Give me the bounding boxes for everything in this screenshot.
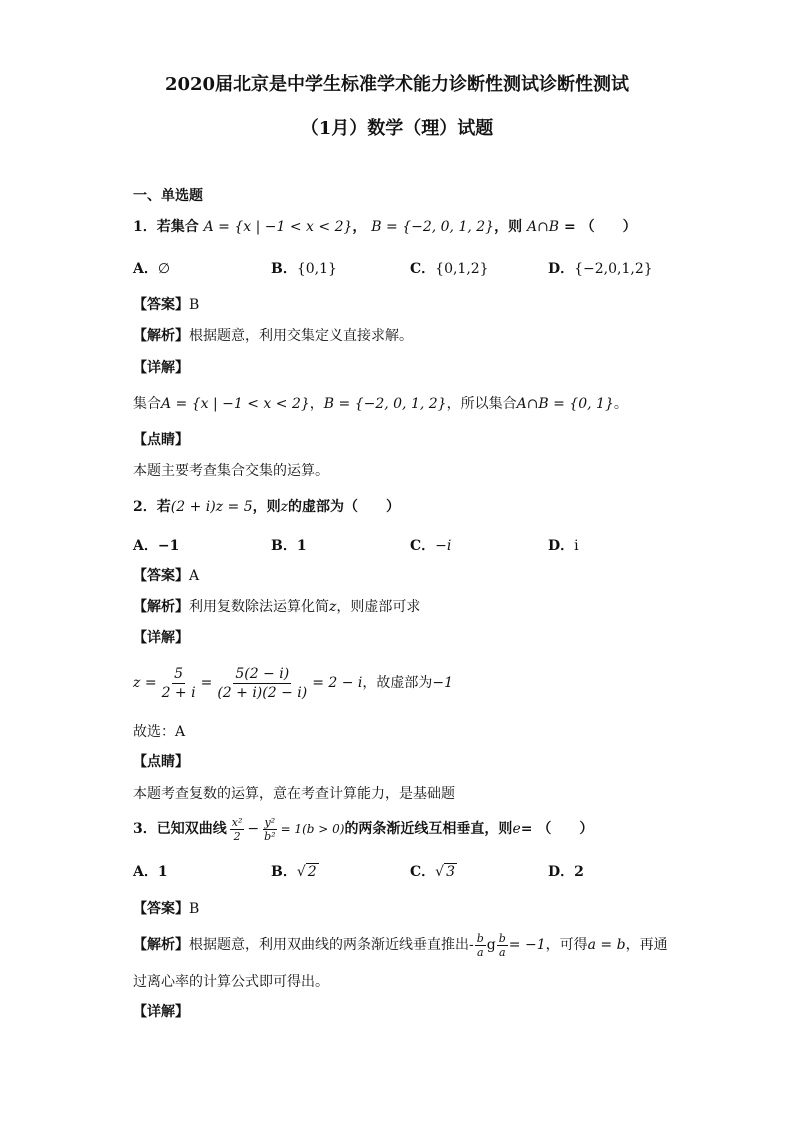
q3-option-a xyxy=(133,861,168,881)
q3-analysis-frac1-den: a xyxy=(476,945,484,959)
q3-option-d-value: 2 xyxy=(574,864,584,880)
q3-tail: = （ ） xyxy=(520,821,594,837)
q2-mid: ，则 xyxy=(252,499,281,515)
q1-option-c xyxy=(410,258,489,278)
q3-analysis-frac2-den: a xyxy=(498,945,506,959)
q2-analysis-pre: 利用复数除法运算化简 xyxy=(189,599,329,615)
q1-option-b xyxy=(271,258,337,278)
q1-analysis-text: 根据题意，利用交集定义直接求解。 xyxy=(189,328,413,344)
q1-option-c-value: {0,1,2} xyxy=(435,261,489,277)
q3-option-c-value: 3 xyxy=(446,864,455,880)
q3-answer-value: B xyxy=(189,901,200,917)
q3-var: e xyxy=(512,821,521,837)
q1-option-a-value: ∅ xyxy=(157,261,171,277)
q3-number: 3． xyxy=(133,821,157,837)
q2-option-d xyxy=(548,535,579,555)
q2-answer-value: A xyxy=(189,568,200,584)
q2-detail-val: −1 xyxy=(432,675,454,691)
q2-analysis xyxy=(133,597,420,617)
q1-option-b-label: B． xyxy=(271,261,297,277)
q1-answer-value: B xyxy=(189,297,200,313)
q1-detail-pre: 集合 xyxy=(133,396,161,412)
q3-option-b-value: 2 xyxy=(307,864,317,880)
page-subtitle: （1月）数学（理）试题 xyxy=(300,118,494,139)
q3-analysis-frac2 xyxy=(497,932,508,959)
q2-pre: 若 xyxy=(156,499,171,515)
q2-detail-frac1-den: 2 + i xyxy=(161,684,196,701)
page-title: 2020届北京是中学生标准学术能力诊断性测试诊断性测试 xyxy=(164,74,630,95)
q2-comment-label: 【点睛】 xyxy=(133,754,189,770)
q1-detail-comma: ， xyxy=(309,396,324,412)
q3-frac-x-num: x² xyxy=(231,815,243,829)
q1-detail-set-a: A = {x | −1 < x < 2} xyxy=(161,396,310,412)
q2-detail-frac2 xyxy=(215,665,309,702)
q2-detail-frac2-num: 5(2 − i) xyxy=(235,665,290,682)
q1-pre: 若集合 xyxy=(156,219,199,235)
q2-option-d-label: D． xyxy=(548,538,575,554)
q1-comment: 本题主要考查集合交集的运算。 xyxy=(133,463,329,479)
q1-post: ，则 xyxy=(494,219,523,235)
section-heading: 一、单选题 xyxy=(133,188,203,204)
q3-answer-label: 【答案】 xyxy=(133,901,189,917)
q3-pre: 已知双曲线 xyxy=(156,821,227,837)
q3-option-b-sqrt: √ 2 xyxy=(296,864,317,880)
q3-analysis-dot: g xyxy=(486,937,496,953)
q1-detail-end: 。 xyxy=(613,396,628,412)
q3-detail-label: 【详解】 xyxy=(133,1004,189,1020)
q2-stem xyxy=(133,497,400,517)
q2-detail-lhs: z = xyxy=(133,675,157,691)
q3-analysis-neg: - xyxy=(469,937,474,953)
q1-answer xyxy=(133,295,199,315)
q2-option-c-value: −i xyxy=(435,538,452,554)
q1-option-d-value: {−2,0,1,2} xyxy=(574,261,653,277)
q2-analysis-var: z xyxy=(329,599,337,615)
q3-analysis-frac1 xyxy=(475,932,486,959)
q1-detail-set-b: B = {−2, 0, 1, 2} xyxy=(323,396,447,412)
q3-analysis-eq: = −1 xyxy=(508,937,546,953)
q2-detail-post: ，故虚部为 xyxy=(362,675,433,691)
q2-number: 2． xyxy=(133,499,157,515)
q3-option-a-label: A． xyxy=(133,864,158,880)
q3-stem xyxy=(133,814,593,844)
q3-option-b xyxy=(271,861,319,881)
q3-post: 的两条渐近线互相垂直，则 xyxy=(344,821,513,837)
q1-option-b-value: {0,1} xyxy=(296,261,337,277)
q2-detail xyxy=(133,661,453,705)
q2-analysis-post: ，则虚部可求 xyxy=(336,599,421,615)
q3-analysis-frac2-num: b xyxy=(498,931,506,945)
q3-analysis-end: ，再通 xyxy=(625,937,668,953)
q2-post: 的虚部为（ ） xyxy=(288,499,400,515)
q1-detail-label: 【详解】 xyxy=(133,360,189,376)
q3-option-c xyxy=(410,861,457,881)
q2-choice-label: 故选： xyxy=(133,724,175,740)
q1-answer-label: 【答案】 xyxy=(133,297,189,313)
q2-answer-label: 【答案】 xyxy=(133,568,189,584)
q3-option-a-value: 1 xyxy=(157,864,168,880)
q2-detail-frac1 xyxy=(160,665,198,702)
q1-option-a xyxy=(133,258,170,278)
q3-option-d xyxy=(548,861,584,881)
q1-option-d xyxy=(548,258,653,278)
q3-frac-x-den: 2 xyxy=(233,829,241,843)
q3-cond: = 1(b > 0) xyxy=(280,822,345,836)
q3-answer xyxy=(133,899,199,919)
q3-analysis xyxy=(133,928,668,962)
q3-option-c-label: C． xyxy=(410,864,436,880)
q1-tail: = （ ） xyxy=(559,219,637,235)
q3-analysis-result: a = b xyxy=(587,937,626,953)
q1-detail-result: A∩B = {0, 1} xyxy=(516,396,614,412)
q2-detail-label: 【详解】 xyxy=(133,630,189,646)
q3-analysis-frac1-num: b xyxy=(476,931,484,945)
q2-option-a-label: A． xyxy=(133,538,158,554)
q1-analysis-label: 【解析】 xyxy=(133,328,189,344)
q2-option-b-value: 1 xyxy=(296,538,307,554)
q3-frac-y-den: b² xyxy=(264,829,276,843)
q2-option-b-label: B． xyxy=(271,538,297,554)
q1-analysis xyxy=(133,326,413,346)
q3-analysis-mid: ，可得 xyxy=(545,937,588,953)
q2-option-a xyxy=(133,535,179,555)
q1-comment-label: 【点睛】 xyxy=(133,432,189,448)
q2-choice-value: A xyxy=(175,724,186,740)
q2-option-a-value: −1 xyxy=(157,538,180,554)
q3-option-b-label: B． xyxy=(271,864,297,880)
q1-option-c-label: C． xyxy=(410,261,436,277)
q3-analysis-pre: 根据题意，利用双曲线的两条渐近线垂直推出 xyxy=(189,937,469,953)
q3-frac-x xyxy=(230,816,245,843)
q3-frac-y xyxy=(262,816,277,843)
q2-option-b xyxy=(271,535,307,555)
q2-detail-frac2-den: (2 + i)(2 − i) xyxy=(217,684,308,701)
q2-analysis-label: 【解析】 xyxy=(133,599,189,615)
q3-analysis-label: 【解析】 xyxy=(133,937,189,953)
q1-detail xyxy=(133,394,628,414)
q2-var: z xyxy=(280,499,288,515)
q1-set-b: B = {−2, 0, 1, 2} xyxy=(371,219,495,235)
q1-expr: A∩B xyxy=(526,219,560,235)
q2-detail-rhs: = 2 − i xyxy=(312,675,363,691)
q2-choice xyxy=(133,722,185,742)
q2-detail-frac1-num: 5 xyxy=(174,665,184,682)
q2-eq: (2 + i)z = 5 xyxy=(170,499,253,515)
q1-comma: ， xyxy=(352,219,367,235)
q3-option-c-sqrt: √ 3 xyxy=(435,864,455,880)
q2-answer xyxy=(133,566,199,586)
q2-detail-eq: = xyxy=(200,675,213,691)
q1-detail-mid: ，所以集合 xyxy=(446,396,517,412)
q2-option-d-value: i xyxy=(574,538,579,554)
q1-number: 1． xyxy=(133,219,157,235)
q1-stem xyxy=(133,217,637,237)
q1-set-a: A = {x | −1 < x < 2} xyxy=(203,219,353,235)
q2-comment: 本题考查复数的运算，意在考查计算能力，是基础题 xyxy=(133,786,455,802)
q1-option-a-label: A． xyxy=(133,261,158,277)
q3-analysis-line2: 过离心率的计算公式即可得出。 xyxy=(133,974,329,990)
q1-option-d-label: D． xyxy=(548,261,575,277)
q2-option-c xyxy=(410,535,451,555)
q2-option-c-label: C． xyxy=(410,538,436,554)
q3-minus: − xyxy=(247,821,260,837)
q3-frac-y-num: y² xyxy=(264,815,276,829)
q3-option-d-label: D． xyxy=(548,864,575,880)
